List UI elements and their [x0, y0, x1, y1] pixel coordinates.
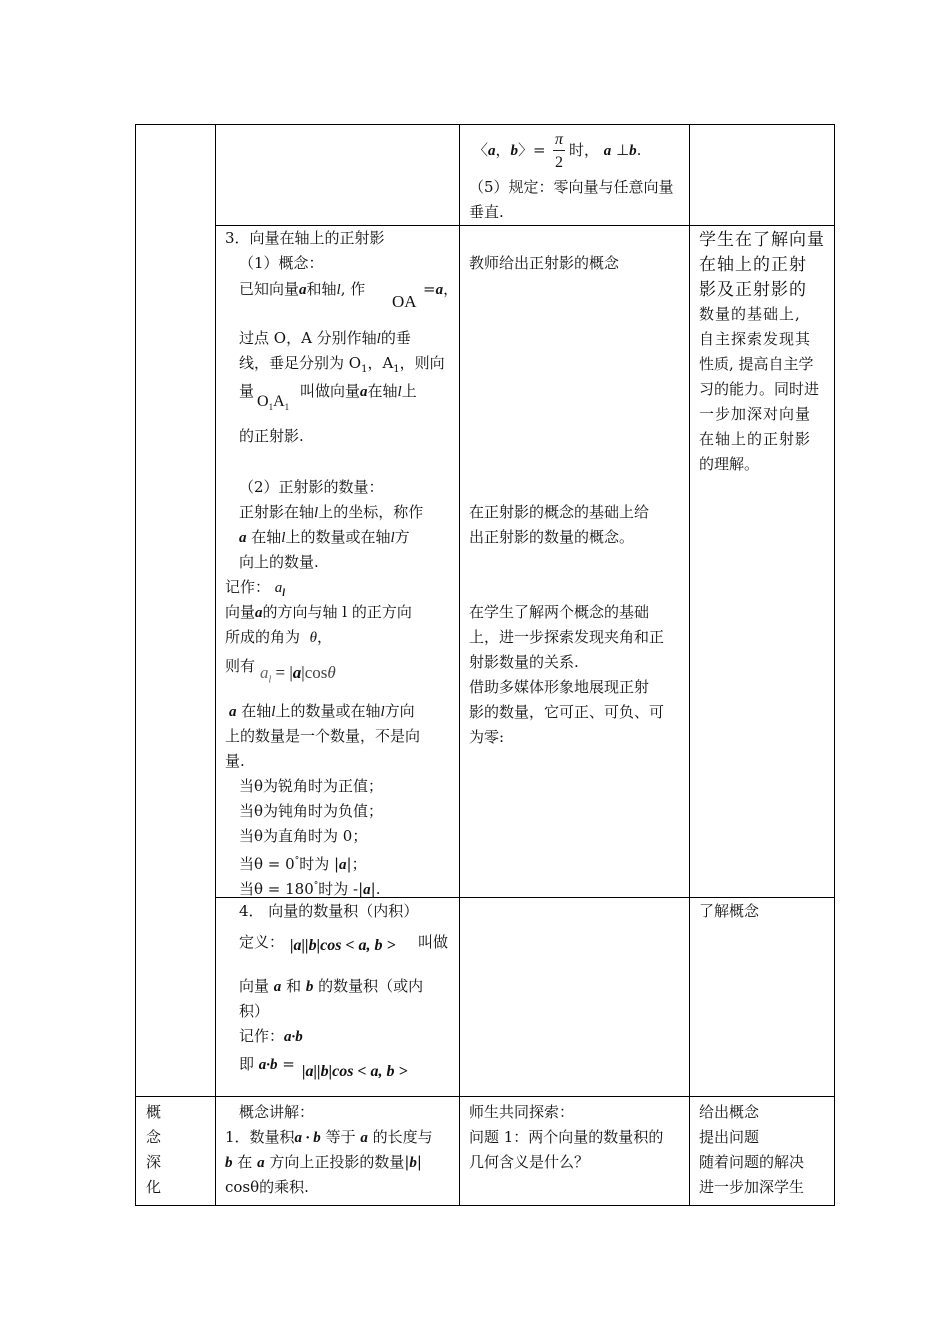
vector-a: a: [273, 979, 282, 995]
table-border-right: [834, 124, 835, 1206]
point-a: A: [273, 393, 285, 410]
text: 正射影在轴: [239, 503, 315, 521]
understand-concept: 了解概念: [699, 902, 760, 920]
axis-l: l: [397, 384, 402, 400]
table-border-bottom: [135, 1205, 835, 1206]
concept-line-4-post: [300, 381, 417, 402]
definition-line-3: 积）: [239, 1002, 270, 1020]
text: 在轴: [367, 382, 398, 400]
text: ，A: [367, 354, 394, 372]
text: 时为 |: [299, 855, 340, 873]
axis-l: l: [271, 704, 276, 720]
design-intent-line-10: 的理解。: [699, 455, 760, 473]
dot-product: a·b: [258, 1057, 278, 1073]
axis-l: l: [314, 505, 319, 521]
vector-a: a: [292, 663, 302, 682]
teacher-activity-3-line-5: 影的数量，它可正、可负、可: [469, 703, 665, 721]
equals: =: [423, 280, 436, 298]
text: 记作：: [239, 1027, 285, 1045]
symbol-a: a: [274, 580, 283, 596]
teacher-activity-3-line-4: 借助多媒体形象地展现正射: [469, 678, 650, 696]
intent-line-3: 随着问题的解决: [699, 1153, 805, 1171]
perp-symbol: ⊥: [616, 143, 630, 159]
subscript-l: l: [268, 674, 272, 686]
text: 1．数量积: [225, 1128, 295, 1146]
column-divider-2: [459, 124, 460, 1206]
teacher-activity-3-line-1: 在学生了解两个概念的基础: [469, 603, 650, 621]
case-right: 当θ为直角时为 0；: [239, 827, 368, 845]
equals-a: [423, 279, 458, 300]
text: , 作: [340, 280, 366, 298]
comma: ，: [316, 628, 332, 646]
abs-bar: |: [289, 663, 293, 682]
equals: =: [271, 663, 290, 682]
text: 的垂: [380, 329, 411, 347]
then-label: 则有: [225, 657, 256, 675]
text: 和轴: [306, 280, 337, 298]
text: 在: [237, 1153, 253, 1171]
vector-a: a: [239, 530, 247, 546]
perpendicular-condition: [473, 140, 546, 161]
vector-b: b: [510, 143, 519, 159]
angle-line-1: [225, 602, 412, 623]
teacher-activity-2-line-1: 在正射影的概念的基础上给: [469, 503, 650, 521]
cos: cos: [304, 663, 328, 682]
text: 当θ = 0: [239, 855, 295, 873]
vector-a: a: [299, 282, 307, 298]
axis-l: l: [376, 331, 381, 347]
text: 记作：: [225, 578, 271, 596]
text: 过点 O，A 分别作轴: [239, 329, 377, 347]
text: 上: [401, 382, 417, 400]
case-obtuse: 当θ为钝角时为负值；: [239, 802, 384, 820]
subscript: 1: [361, 364, 368, 375]
text: ，则向: [399, 354, 445, 372]
fraction-numerator-pi: π: [555, 131, 564, 148]
angle-close-equals: 〉=: [518, 141, 546, 159]
comma: ，: [495, 141, 511, 159]
text: 叫做向量: [300, 382, 361, 400]
dot-product-equation-lhs: [239, 1054, 295, 1075]
vector-a: a: [229, 704, 237, 720]
vector-a: a: [435, 282, 444, 298]
abs-bar: |: [416, 1153, 422, 1171]
question-1-line-1: 问题 1：两个向量的数量积的: [469, 1128, 664, 1146]
design-intent-line-2: 在轴上的正射: [699, 255, 807, 275]
text: 所成的角为: [225, 628, 301, 646]
text: 当θ = 180: [239, 880, 314, 898]
concept-line-5: 的正射影.: [239, 427, 304, 445]
concept-line-3: [239, 353, 445, 380]
design-intent-line-7: 习的能力。同时进: [699, 380, 820, 398]
text: 上的坐标，称作: [318, 503, 424, 521]
subscript: 1: [268, 402, 274, 413]
statement-line-2: 上的数量是一个数量，不是向: [225, 727, 421, 745]
dot-product-formula: |a||b|cos < a, b >: [302, 1063, 408, 1080]
text: 即: [239, 1055, 259, 1073]
design-intent-line-6: 性质, 提高自主学: [699, 355, 814, 373]
text: |；: [346, 855, 367, 873]
design-intent-line-1: 学生在了解向量: [699, 230, 825, 250]
case-180: [239, 876, 381, 900]
definition-line-2: [239, 976, 423, 997]
text: 在轴: [251, 528, 282, 546]
text: 在轴: [241, 702, 272, 720]
when-text: 时，: [569, 141, 600, 159]
text: 和: [286, 977, 302, 995]
equals: =: [277, 1055, 295, 1073]
joint-exploration-heading: 师生共同探索：: [469, 1103, 575, 1121]
angle-open: 〈: [473, 141, 489, 159]
vector-a: a: [257, 1155, 265, 1171]
statement-line-1: [229, 701, 415, 722]
degree: °: [313, 881, 319, 891]
row-divider-1: [215, 225, 835, 226]
dot-product-notation: [239, 1026, 303, 1047]
text: 方向上正投影的数量|: [269, 1153, 410, 1171]
text: 方向: [384, 702, 415, 720]
definition-formula: |a||b|cos < a, b >: [290, 937, 396, 954]
vector-a: a: [363, 882, 371, 898]
column-divider-3: [689, 124, 690, 1206]
quantity-line-1: [239, 502, 423, 523]
intent-line-4: 进一步加深学生: [699, 1178, 805, 1196]
degree: °: [294, 856, 300, 866]
teacher-activity-2-line-2: 出正射影的数量的概念。: [469, 528, 635, 546]
design-intent-line-8: 一步加深对向量: [699, 405, 812, 423]
concept-line-2: [239, 328, 411, 349]
vector-a: a: [360, 1130, 368, 1146]
case-acute: 当θ为锐角时为正值；: [239, 777, 384, 795]
axis-l: l: [380, 704, 385, 720]
section-4-title: 4． 向量的数量积（内积）: [239, 902, 419, 920]
teacher-activity-3-line-2: 上，进一步探索发现夹角和正: [469, 628, 665, 646]
text: 等于: [325, 1128, 356, 1146]
column-divider-1: [215, 124, 216, 1206]
phase-char-2: 念: [146, 1128, 162, 1146]
quantity-line-3: 向上的数量.: [239, 553, 319, 571]
text: 线，垂足分别为 O: [239, 354, 362, 372]
vector-a: a: [603, 143, 612, 159]
table-border-top: [135, 124, 835, 125]
fraction-denominator: 2: [555, 154, 563, 171]
perpendicular-result: [569, 140, 641, 161]
intent-raise-question: 提出问题: [699, 1128, 760, 1146]
design-intent-line-9: 在轴上的正射影: [699, 430, 812, 448]
row-divider-3: [135, 1096, 835, 1097]
vector-b: b: [629, 143, 637, 159]
dot-product: a · b: [294, 1130, 321, 1146]
vector-b: b: [409, 1155, 417, 1171]
point-o: O: [257, 393, 269, 410]
axis-l: l: [281, 530, 286, 546]
abs-bar: |: [301, 663, 305, 682]
comma: ，: [443, 280, 459, 298]
concept-line-4-pre: 量: [239, 382, 255, 400]
quantity-heading: （2）正射影的数量：: [239, 478, 384, 496]
table-border-left: [135, 124, 136, 1206]
fraction-bar: [553, 150, 565, 151]
design-intent-line-4: 数量的基础上,: [699, 305, 801, 323]
vector-a: a: [339, 857, 347, 873]
statement-line-3: 量.: [225, 752, 245, 770]
text: 的数量积（或内: [318, 977, 424, 995]
axis-l: l: [336, 282, 341, 298]
projection-formula: [260, 663, 336, 690]
concept-explanation-line-2: [225, 1152, 422, 1173]
teacher-activity-1: 教师给出正射影的概念: [469, 254, 620, 272]
phase-char-1: 概: [146, 1103, 162, 1121]
vector-a: a: [255, 605, 263, 621]
concept-line-1: [239, 279, 365, 300]
vector-oa: OA: [392, 292, 417, 311]
subscript: 1: [284, 402, 290, 413]
text: |.: [370, 880, 381, 898]
theta: θ: [327, 663, 336, 682]
concept-explanation-line-1: [225, 1127, 433, 1148]
design-intent-line-3: 影及正射影的: [699, 280, 807, 300]
vector-a: a: [360, 384, 368, 400]
subscript-l: l: [282, 588, 286, 599]
vector-o1a1: [257, 392, 289, 417]
text: 的长度与: [372, 1128, 433, 1146]
text: 方: [394, 528, 410, 546]
vector-b: b: [305, 979, 314, 995]
rule-5-line-2: 垂直.: [469, 203, 504, 221]
rule-5-line-1: （5）规定：零向量与任意向量: [469, 178, 674, 196]
text: 向量: [225, 603, 256, 621]
text: 的方向与轴 l 的正方向: [262, 603, 412, 621]
text: 向量: [239, 977, 270, 995]
text: 上的数量或在轴: [285, 528, 391, 546]
subscript: 1: [393, 364, 400, 375]
definition-called: 叫做: [418, 933, 449, 951]
concept-heading: （1）概念：: [239, 254, 324, 272]
text: 已知向量: [239, 280, 300, 298]
vector-a: a: [488, 143, 496, 159]
intent-give-concept: 给出概念: [699, 1103, 760, 1121]
concept-explanation-line-3: cosθ的乘积.: [225, 1178, 309, 1196]
notation-line: [225, 577, 285, 604]
quantity-line-2: [239, 527, 410, 548]
text: 时为 -|: [318, 880, 364, 898]
question-1-line-2: 几何含义是什么？: [469, 1153, 590, 1171]
symbol-a: a: [260, 663, 269, 682]
vector-b: b: [225, 1155, 233, 1171]
text: 上的数量或在轴: [275, 702, 381, 720]
teacher-activity-3-line-3: 射影数量的关系.: [469, 653, 579, 671]
axis-l: l: [390, 530, 395, 546]
teacher-activity-3-line-6: 为零:: [469, 728, 505, 746]
section-3-title: 3．向量在轴上的正射影: [225, 229, 385, 247]
definition-label: 定义：: [239, 933, 285, 951]
period: .: [636, 141, 642, 159]
angle-line-2: [225, 627, 332, 648]
concept-explanation-heading: 概念讲解：: [239, 1103, 315, 1121]
phase-char-3: 深: [146, 1153, 162, 1171]
design-intent-line-5: 自主探索发现其: [699, 330, 812, 348]
phase-char-4: 化: [146, 1178, 162, 1196]
dot-product: a·b: [284, 1029, 303, 1045]
theta: θ: [309, 630, 317, 646]
case-zero: [239, 851, 367, 875]
